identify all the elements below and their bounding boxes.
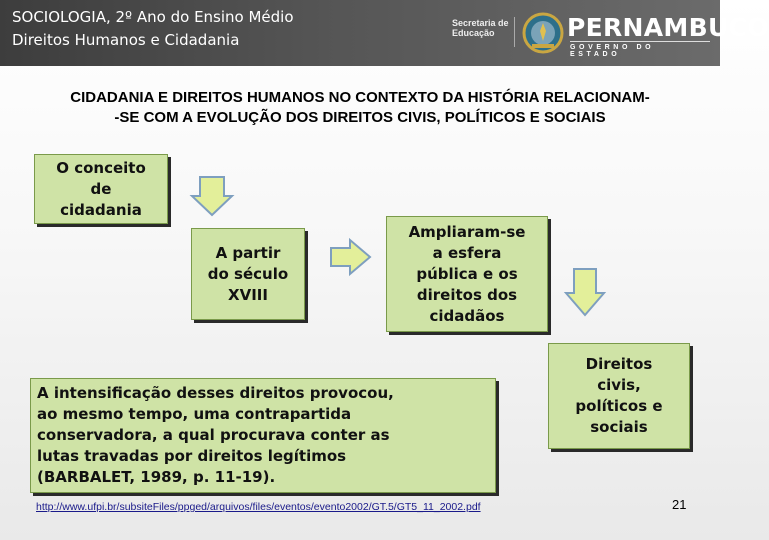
arrow-down-icon (564, 268, 606, 316)
box-expanded-public-sphere: Ampliaram-se a esfera pública e os direitos dos cidadãos (386, 216, 548, 332)
course-label: SOCIOLOGIA, 2º Ano do Ensino Médio (12, 8, 294, 26)
box-concept-citizenship: O conceito de cidadania (34, 154, 168, 224)
box-civil-political-social-rights: Direitos civis, políticos e sociais (548, 343, 690, 449)
slide-title: CIDADANIA E DIREITOS HUMANOS NO CONTEXTO DA HISTÓRIA RELACIONAM- -SE COM A EVOLUÇÃO DOS DIREITOS CIVIS, POLÍTICOS E SOCIAIS (70, 89, 650, 126)
topic-label: Direitos Humanos e Cidadania (12, 31, 240, 49)
box-from-18th-century: A partir do século XVIII (191, 228, 305, 320)
state-seal-icon (522, 11, 564, 55)
brand-subtitle: GOVERNO DO ESTADO (570, 41, 710, 58)
source-link[interactable]: http://www.ufpi.br/subsiteFiles/ppged/arquivos/files/eventos/evento2002/GT.5/GT5_11_2002.pdf (36, 501, 481, 513)
header-bar (0, 0, 769, 66)
secretaria-label: Secretaria de Educação (452, 18, 509, 38)
arrow-right-icon (330, 238, 372, 276)
header-divider (514, 17, 515, 47)
box-intensification-quote: A intensificação desses direitos provocou, ao mesmo tempo, uma contrapartida conservadora, a qual procurava conter as lutas travadas por direitos legítimos (BARBALET, 1989, p. 11-19). (30, 378, 496, 493)
brand-name: PERNAMBUCO (567, 13, 769, 42)
arrow-down-icon (190, 176, 234, 216)
page-number: 21 (672, 497, 687, 512)
